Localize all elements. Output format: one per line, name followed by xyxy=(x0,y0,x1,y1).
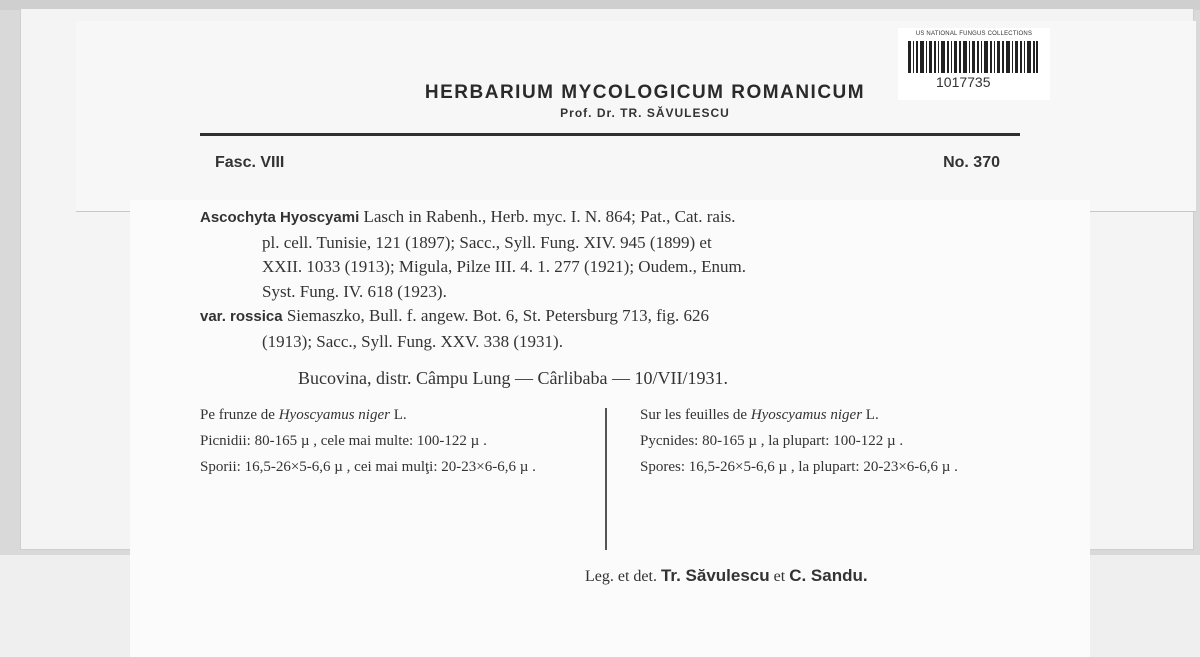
header-rule xyxy=(200,133,1020,136)
collectors-prefix: Leg. et det. xyxy=(585,568,661,585)
collectors-joiner: et xyxy=(769,568,790,585)
collectors-line xyxy=(585,566,868,586)
variety-ref-2: (1913); Sacc., Syll. Fung. XXV. 338 (1931). xyxy=(262,331,563,351)
fr-host-suffix: L. xyxy=(862,407,879,423)
species-name: Ascochyta Hyoscyami xyxy=(200,209,360,226)
ro-host-suffix: L. xyxy=(389,407,407,423)
ro-host-prefix: Pe frunze de xyxy=(200,407,279,423)
variety-name: var. rossica xyxy=(200,308,283,325)
romanian-description xyxy=(200,402,585,480)
locality-line: Bucovina, distr. Câmpu Lung — Cârlibaba — 10/VII/1931. xyxy=(298,368,728,388)
species-line-1 xyxy=(200,205,1030,231)
collector-2: C. Sandu. xyxy=(789,566,868,585)
variety-line-1 xyxy=(200,304,1030,330)
column-divider xyxy=(605,408,607,550)
species-ref-3: XXII. 1033 (1913); Migula, Pilze III. 4. 1. 277 (1921); Oudem., Enum. xyxy=(262,257,746,276)
fr-pycnidia: Pycnides: 80-165 µ , la plupart: 100-122 µ . xyxy=(640,433,904,449)
ro-host-name: Hyoscyamus niger xyxy=(278,407,390,423)
french-description xyxy=(640,402,1030,480)
fascicle-label: Fasc. VIII xyxy=(215,154,285,171)
catalog-number: 1017735 xyxy=(936,74,991,90)
barcode-label xyxy=(898,28,1050,100)
ro-spores: Sporii: 16,5-26×5-6,6 µ , cei mai mulţi: 20-23×6-6,6 µ . xyxy=(200,459,536,475)
herbarium-title: HERBARIUM MYCOLOGICUM ROMANICUM xyxy=(424,82,866,103)
fr-host-line xyxy=(640,402,1030,428)
species-ref-2: pl. cell. Tunisie, 121 (1897); Sacc., Syll. Fung. XIV. 945 (1899) et xyxy=(262,232,712,252)
collector-1: Tr. Săvulescu xyxy=(660,566,770,585)
species-ref-4: Syst. Fung. IV. 618 (1923). xyxy=(262,281,447,301)
fr-host-prefix: Sur les feuilles de xyxy=(640,407,751,423)
herbarium-subtitle: Prof. Dr. TR. SĂVULESCU xyxy=(560,106,730,120)
ro-pycnidia: Picnidii: 80-165 µ , cele mai multe: 100-122 µ . xyxy=(200,433,487,449)
fr-host-name: Hyoscyamus niger xyxy=(750,407,863,423)
variety-ref-1: Siemaszko, Bull. f. angew. Bot. 6, St. Petersburg 713, fig. 626 xyxy=(282,306,709,325)
ro-host-line xyxy=(200,402,585,428)
specimen-number: No. 370 xyxy=(943,154,1000,171)
barcode-icon xyxy=(908,41,1038,73)
barcode-caption: US NATIONAL FUNGUS COLLECTIONS xyxy=(915,31,1033,37)
species-ref-1: Lasch in Rabenh., Herb. myc. I. N. 864; Pat., Cat. rais. xyxy=(359,207,736,226)
fr-spores: Spores: 16,5-26×5-6,6 µ , la plupart: 20-23×6-6,6 µ . xyxy=(640,459,958,475)
taxon-citation xyxy=(200,205,1030,354)
